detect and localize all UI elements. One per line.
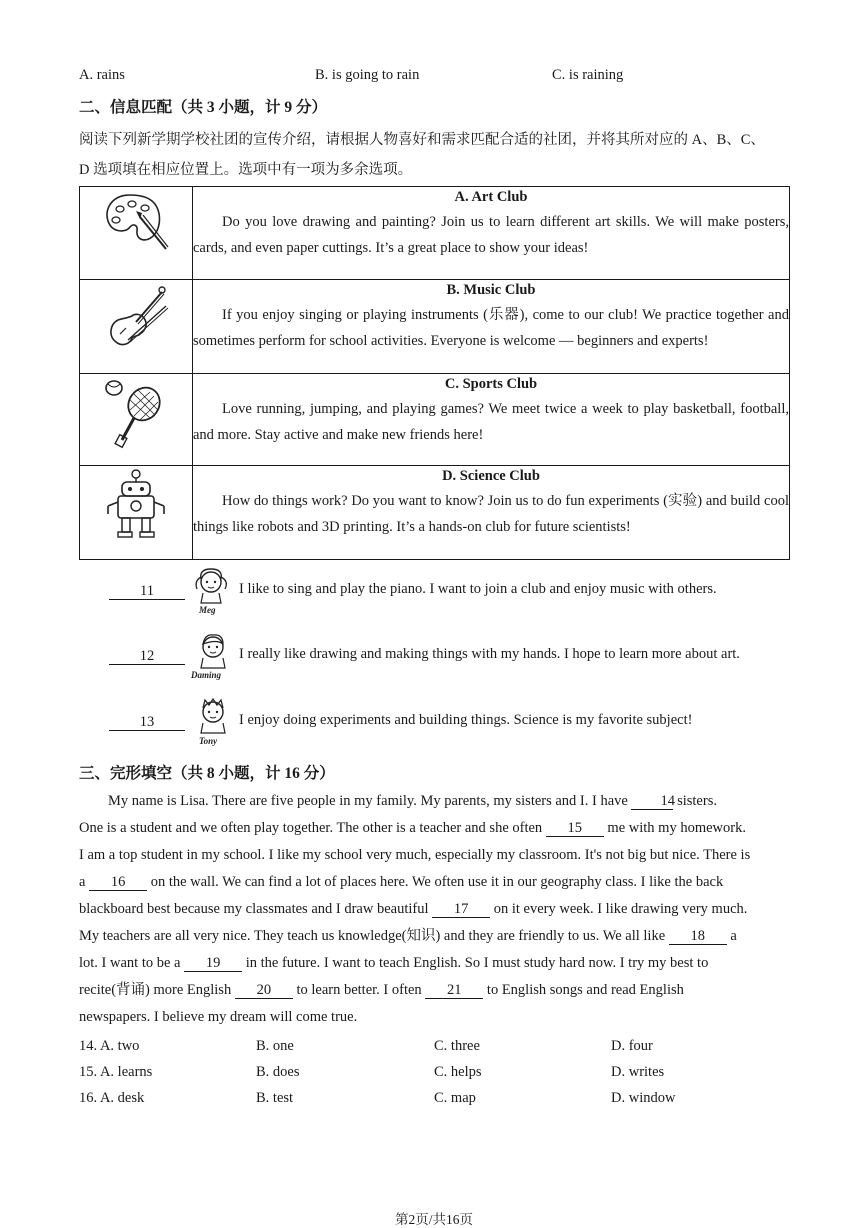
- passage-text: in the future. I want to teach English. So I must study hard now. I try my best to: [242, 955, 709, 971]
- answer-blank[interactable]: 13: [109, 714, 185, 731]
- match-statement: I enjoy doing experiments and building things. Science is my favorite subject!: [239, 712, 693, 728]
- passage-text: me with my homework.: [603, 820, 746, 836]
- passage-text: One is a student and we often play together. The other is a teacher and she often: [79, 820, 546, 836]
- option-b: B. is going to rain: [315, 67, 420, 83]
- match-statement: I like to sing and play the piano. I want to join a club and enjoy music with others.: [239, 581, 717, 597]
- section2-instructions-1: 阅读下列新学期学校社团的宣传介绍，请根据人物喜好和需求匹配合适的社团，并将其所对应的 A、B、C、: [79, 132, 765, 148]
- option-14-a: 14. A. two: [79, 1038, 140, 1054]
- club-title: D. Science Club: [442, 468, 540, 484]
- passage-text: on it every week. I like drawing very much.: [490, 901, 748, 917]
- option-14-b: B. one: [256, 1038, 294, 1054]
- girl-avatar-icon: [191, 565, 235, 615]
- club-row: [80, 466, 790, 560]
- section2-heading: 二、信息匹配（共 3 小题，计 9 分）: [79, 99, 328, 116]
- avatar-name: Meg: [199, 605, 216, 615]
- club-row: [80, 374, 790, 466]
- blank-14[interactable]: 14: [631, 793, 673, 810]
- club-title: C. Sports Club: [444, 376, 538, 392]
- passage-text: on the wall. We can find a lot of places here. We often use it in our geography class. I like the back: [147, 874, 724, 890]
- match-statement: I really like drawing and making things with my hands. I hope to learn more about art.: [239, 646, 740, 662]
- option-16-d: D. window: [611, 1090, 676, 1106]
- club-title: B. Music Club: [446, 282, 536, 298]
- club-title: A. Art Club: [454, 189, 528, 205]
- option-15-d: D. writes: [611, 1064, 665, 1080]
- passage-line: [79, 869, 791, 896]
- club-description: If you enjoy singing or playing instruments (乐器), come to our club! We practice together and sometimes perform for school activities. Everyone is welcome — beginners and experts!: [193, 307, 789, 349]
- club-text-cell: [193, 374, 790, 466]
- answer-blank[interactable]: 12: [109, 648, 185, 665]
- option-15-c: C. helps: [434, 1064, 482, 1080]
- club-icon-cell: [80, 374, 193, 466]
- blank-19[interactable]: 19: [184, 955, 242, 972]
- passage-text: lot. I want to be a: [79, 955, 185, 971]
- option-14-c: C. three: [434, 1038, 480, 1054]
- club-row: [80, 187, 790, 280]
- passage-text: to learn better. I often: [292, 982, 426, 998]
- option-15-b: B. does: [256, 1064, 300, 1080]
- passage-line: [79, 950, 791, 977]
- blank-18[interactable]: 18: [669, 928, 727, 945]
- blank-17[interactable]: 17: [432, 901, 490, 918]
- option-16-c: C. map: [434, 1090, 476, 1106]
- robot-icon: [100, 466, 172, 542]
- passage-line: newspapers. I believe my dream will come true.: [79, 1009, 358, 1025]
- club-text-cell: [193, 280, 790, 374]
- blank-16[interactable]: 16: [89, 874, 147, 891]
- option-15-a: 15. A. learns: [79, 1064, 153, 1080]
- club-icon-cell: [80, 280, 193, 374]
- violin-icon: [100, 280, 172, 352]
- passage-line: [79, 977, 791, 1004]
- option-14-d: D. four: [611, 1038, 653, 1054]
- club-text-cell: [193, 466, 790, 560]
- club-table: [79, 186, 790, 560]
- cloze-passage: [79, 788, 791, 1031]
- answer-blank[interactable]: 11: [109, 583, 185, 600]
- option-16-a: 16. A. desk: [79, 1090, 145, 1106]
- passage-line: I am a top student in my school. I like my school very much, especially my classroom. It's not big but nice. There is: [79, 847, 751, 863]
- passage-line: [79, 815, 791, 842]
- avatar-name: Daming: [191, 670, 222, 680]
- blank-15[interactable]: 15: [546, 820, 604, 837]
- passage-text: to English songs and read English: [483, 982, 684, 998]
- palette-icon: [100, 187, 172, 253]
- passage-text: a: [726, 928, 737, 944]
- passage-text: blackboard best because my classmates and I draw beautiful: [79, 901, 433, 917]
- passage-text: My teachers are all very nice. They teach us knowledge(知识) and they are friendly to us. We all like: [79, 928, 669, 944]
- blank-20[interactable]: 20: [235, 982, 293, 999]
- passage-line: [79, 923, 791, 950]
- passage-line: [79, 788, 791, 815]
- option-16-b: B. test: [256, 1090, 294, 1106]
- club-icon-cell: [80, 187, 193, 280]
- club-description: Love running, jumping, and playing games? We meet twice a week to play basketball, football, and more. Stay active and make new friends here!: [193, 401, 789, 443]
- boy-avatar-icon: [191, 696, 235, 746]
- option-a: A. rains: [79, 67, 125, 83]
- passage-text: a: [79, 874, 90, 890]
- passage-text: sisters.: [673, 793, 717, 809]
- section3-heading: 三、完形填空（共 8 小题，计 16 分）: [79, 765, 335, 782]
- passage-line: [79, 896, 791, 923]
- club-description: How do things work? Do you want to know? Join us to do fun experiments (实验) and build cool things like robots and 3D printing. It’s a hands-on club for future scientists!: [193, 493, 789, 535]
- passage-text: recite(背诵) more English: [79, 982, 235, 998]
- club-row: [80, 280, 790, 374]
- boy-avatar-icon: [191, 630, 235, 680]
- club-icon-cell: [80, 466, 193, 560]
- blank-21[interactable]: 21: [425, 982, 483, 999]
- tennis-racket-icon: [100, 374, 172, 450]
- club-description: Do you love drawing and painting? Join us to learn different art skills. We will make posters, cards, and even paper cuttings. It’s a great place to show your ideas!: [193, 214, 789, 256]
- passage-text: My name is Lisa. There are five people in my family. My parents, my sisters and I. I have: [108, 793, 632, 809]
- club-text-cell: [193, 187, 790, 280]
- section2-instructions-2: D 选项填在相应位置上。选项中有一项为多余选项。: [79, 162, 413, 178]
- page-number: 第2页/共16页: [394, 1212, 473, 1227]
- option-c: C. is raining: [552, 67, 624, 83]
- avatar-name: Tony: [199, 736, 218, 746]
